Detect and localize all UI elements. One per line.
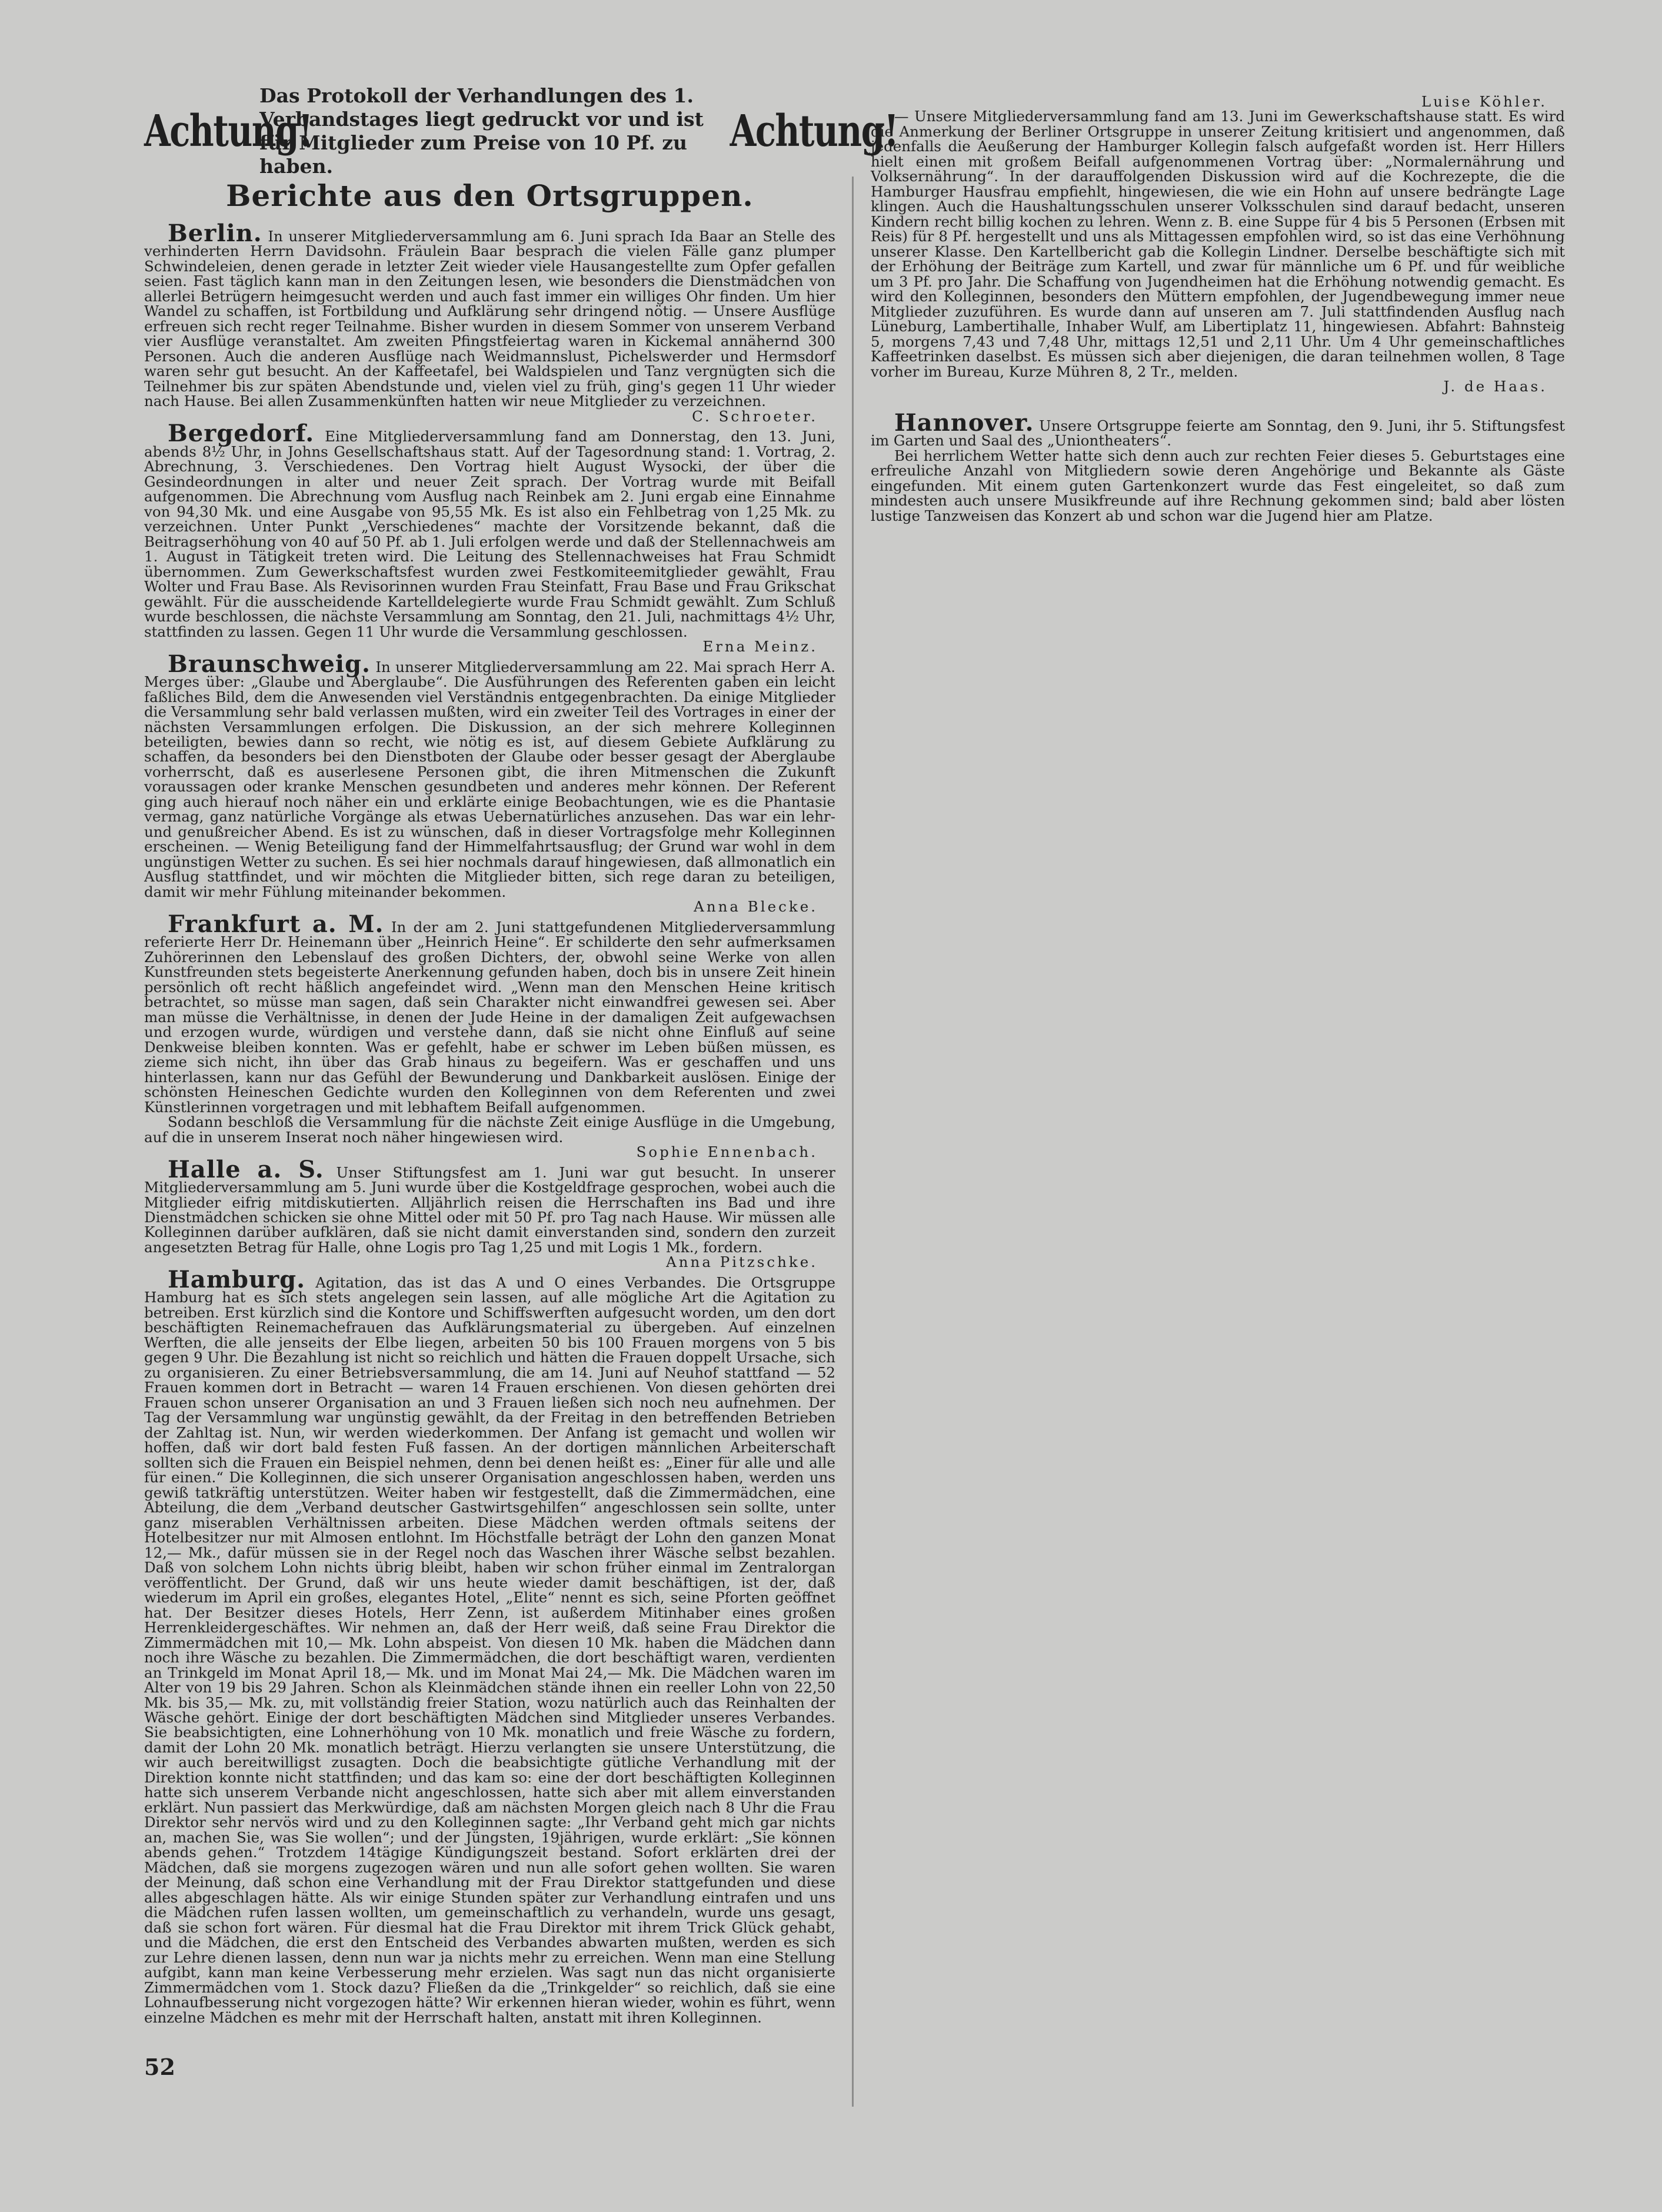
section-title: Berichte aus den Ortsgruppen. <box>226 178 754 213</box>
report-hamburg-continued <box>871 94 1565 394</box>
report-text: Agitation, das ist das A und O eines Verbandes. Die Ortsgruppe Hamburg hat es sich stets angelegen sein lassen, auf alle mögliche Art die Agitation zu betreiben. Erst kürzlich sind die Kontore und Schiffswerften aufgesucht worden, um den dort beschäftigten Reinemachefrauen das Aufklärungsmaterial zu übergeben. Auf einzelnen Werften, die alle jenseits der Elbe liegen, arbeiten 50 bis 100 Frauen morgens von 5 bis gegen 9 Uhr. Die Bezahlung ist nicht so reichlich und hätten die Frauen doppelt Ursache, sich zu organisieren. Zu einer Betriebsversammlung, die am 14. Juni auf Neuhof stattfand — 52 Frauen kommen dort in Betracht — waren 14 Frauen erschienen. Von diesen gehörten drei Frauen schon unserer Organisation an und 3 Frauen ließen sich noch neu aufnehmen. Der Tag der Versammlung war ungünstig gewählt, da der Freitag in den betreffenden Betrieben der Zahltag ist. Nun, wir werden wiederkommen. Der Anfang ist gemacht und wollen wir hoffen, daß wir dort bald festen Fuß fassen. An der dortigen männlichen Arbeiterschaft sollten sich die Frauen ein Beispiel nehmen, denn bei denen heißt es: „Einer für alle und alle für einen.“ Die Kolleginnen, die sich unserer Organisation angeschlossen haben, werden uns gewiß tatkräftig unterstützen. Weiter haben wir festgestellt, daß die Zimmermädchen, eine Abteilung, die dem „Verband deutscher Gastwirtsgehilfen“ angeschlossen sein sollte, unter ganz miserablen Verhältnissen arbeiten. Diese Mädchen werden oftmals seitens der Hotelbesitzer nur mit Almosen entlohnt. Im Höchstfalle beträgt der Lohn den ganzen Monat 12,— Mk., dafür müssen sie in der Regel noch das Waschen ihrer Wäsche selbst bezahlen. Daß von solchem Lohn nichts übrig bleibt, haben wir schon früher einmal im Zentralorgan veröffentlicht. Der Grund, daß wir uns heute wieder damit beschäftigen, ist der, daß wiederum im April ein großes, elegantes Hotel, „Elite“ nennt es sich, seine Pforten geöffnet hat. Der Besitzer dieses Hotels, Herr Zenn, ist außerdem Mitinhaber eines großen Herrenkleidergeschäftes. Wir nehmen an, daß der Herr weiß, daß seine Frau Direktor die Zimmermädchen mit 10,— Mk. Lohn abspeist. Von diesen 10 Mk. haben die Mädchen dann noch ihre Wäsche zu bezahlen. Die Zimmermädchen, die dort beschäftigt waren, verdienten an Trinkgeld im Monat April 18,— Mk. und im Monat Mai 24,— Mk. Die Mädchen waren im Alter von 19 bis 29 Jahren. Schon als Kleinmädchen stände ihnen ein reeller Lohn von 22,50 Mk. bis 35,— Mk. zu, mit vollständig freier Station, wozu natürlich auch das Reinhalten der Wäsche gehört. Einige der dort beschäftigten Mädchen sind Mitglieder unseres Verbandes. Sie beabsichtigten, eine Lohnerhöhung von 10 Mk. monatlich und freie Wäsche zu fordern, damit der Lohn 20 Mk. monatlich beträgt. Hierzu verlangten sie unsere Unterstützung, die wir auch bereitwilligst zusagten. Doch die beabsichtigte gütliche Verhandlung mit der Direktion konnte nicht stattfinden; und das kam so: eine der dort beschäftigten Kolleginnen hatte sich unserem Verbande nicht angeschlossen, hatte sich aber mit allem einverstanden erklärt. Nun passiert das Merkwürdige, daß am nächsten Morgen gleich nach 8 Uhr die Frau Direktor sehr nervös wird und zu den Kolleginnen sagte: „Ihr Verband geht mich gar nichts an, machen Sie, was Sie wollen“; und der Jüngsten, 19jährigen, wurde erklärt: „Sie können abends gehen.“ Trotzdem 14tägige Kündigungszeit bestand. Sofort erklärten drei der Mädchen, daß sie morgens zugezogen wären und nun alle sofort gehen wollten. Sie waren der Meinung, daß schon eine Verhandlung mit der Frau Direktor stattgefunden und diese alles abgeschlagen hätte. Als wir einige Stunden später zur Verhandlung eintrafen und uns die Mädchen rufen lassen wollten, um gemeinschaftlich zu verhandeln, wurde uns gesagt, daß sie schon fort wären. Für diesmal hat die Frau Direktor mit ihrem Trick Glück gehabt, und die Mädchen, die erst den Entscheid des Verbandes abwarten mußten, werden es sich zur Lehre dienen lassen, denn nun war ja nichts mehr zu erreichen. Wenn man eine Stellung aufgibt, kann man keine Verbesserung mehr erzielen. Was sagt nun das nicht organisierte Zimmermädchen vom 1. Stock dazu? Fließen da die „Trinkgelder“ so reichlich, daß sie eine Lohnaufbesserung nicht vorgezogen hätte? Wir erkennen hieran wieder, wohin es führt, wenn einzelne Mädchen es mehr mit der Herrschaft halten, anstatt mit ihren Kolleginnen. <box>144 1273 835 2026</box>
report-text: In unserer Mitgliederversammlung am 6. Juni sprach Ida Baar an Stelle des verhinderten Herrn Davidsohn. Fräulein Baar besprach die vielen Fälle ganz plumper Schwindeleien, denen gerade in letzter Zeit wieder viele Hausangestellte zum Opfer gefallen seien. Fast täglich kann man in den Zeitungen lesen, wie besonders die Dienstmädchen von allerlei Betrügern heimgesucht werden und auch fast immer ein williges Ohr finden. Um hier Wandel zu schaffen, ist Fortbildung und Aufklärung sehr dringend nötig. — Unsere Ausflüge erfreuen sich recht reger Teilnahme. Bisher wurden in diesem Sommer von unserem Verband vier Ausflüge veranstaltet. Am zweiten Pfingstfeiertag waren in Kickemal annähernd 300 Personen. Auch die anderen Ausflüge nach Weidmannslust, Pichelswerder und Hermsdorf waren sehr gut besucht. An der Kaffeetafel, bei Waldspielen und Tanz vergnügten sich die Teilnehmer bis zur späten Abendstunde und, vielen viel zu früh, ging's gegen 11 Uhr wieder nach Hause. Bei allen Zusammenkünften hatten wir neue Mitglieder zu verzeichnen. <box>144 228 835 410</box>
report-signature: Sophie Ennenbach. <box>636 1143 818 1161</box>
report-frankfurt <box>144 910 835 1161</box>
report-signature-2: J. de Haas. <box>1443 378 1547 395</box>
report-text: Unsere Ortsgruppe feierte am Sonntag, den 9. Juni, ihr 5. Stiftungsfest im Garten und Saal des „Uniontheaters“. <box>871 417 1565 450</box>
report-signature: Erna Meinz. <box>702 638 818 656</box>
achtung-left: Achtung! <box>144 105 312 157</box>
right-column <box>871 94 1565 525</box>
report-city: Berlin. <box>168 219 262 247</box>
page-number: 52 <box>144 2054 175 2080</box>
report-hamburg-start <box>144 1265 835 2026</box>
report-city: Bergedorf. <box>168 420 315 448</box>
report-text: In unserer Mitgliederversammlung am 22. Mai sprach Herr A. Merges über: „Glaube und Aberglaube“. Die Ausführungen des Referenten gaben ein leicht faßliches Bild, dem die Anwesenden viel Verständnis entgegenbrachten. Da einige Mitglieder die Versammlung sehr bald verlassen mußten, wird ein zweiter Teil des Vortrages in einer der nächsten Versammlungen erfolgen. Die Diskussion, an der sich mehrere Kolleginnen beteiligten, bewies dann so recht, wie nötig es ist, auf diesem Gebiete Aufklärung zu schaffen, da besonders bei den Dienstboten der Glaube oder besser gesagt der Aberglaube vorherrscht, daß es auserlesene Personen gibt, die ihren Mitmenschen die Zukunft voraussagen oder kranke Menschen gesundbeten und anderes mehr können. Der Referent ging auch hierauf noch näher ein und erklärte einige Beobachtungen, wie es die Phantasie vermag, ganz natürliche Vorgänge als etwas Uebernatürliches anzusehen. Das war ein lehr- und genußreicher Abend. Es ist zu wünschen, daß in dieser Vortragsfolge mehr Kolleginnen erscheinen. — Wenig Beteiligung fand der Himmelfahrtsausflug; der Grund war wohl in dem ungünstigen Wetter zu suchen. Es sei hier nochmals darauf hingewiesen, daß allmonatlich ein Ausflug stattfindet, und wir möchten die Mitglieder bitten, sich rege daran zu beteiligen, damit wir mehr Fühlung miteinander bekommen. <box>144 658 835 900</box>
report-berlin <box>144 219 835 425</box>
report-signature: C. Schroeter. <box>692 407 818 425</box>
report-text-continued: — Unsere Mitgliederversammlung fand am 13. Juni im Gewerkschaftshause statt. Es wird die Anmerkung der Berliner Ortsgruppe in unserer Zeitung kritisiert und angenommen, daß jedenfalls die Aeußerung der Hamburger Kollegin falsch aufgefaßt worden ist. Herr Hillers hielt einen mit großem Beifall aufgenommenen Vortrag über: „Normalernährung und Volksernährung“. In der darauffolgenden Diskussion wird auf die Kochrezepte, die die Hamburger Hausfrau empfiehlt, hingewiesen, die wie ein Hohn auf unsere bedrängte Lage klingen. Auch die Haushaltungsschulen unserer Volksschulen sind darauf bedacht, unseren Kindern recht billig kochen zu lehren. Wenn z. B. eine Suppe für 4 bis 5 Personen (Erbsen mit Reis) für 8 Pf. hergestellt und uns als Mittagessen empfohlen wird, so ist das eine Verhöhnung unserer Klasse. Den Kartellbericht gab die Kollegin Lindner. Derselbe beschäftigte sich mit der Erhöhung der Beiträge zum Kartell, und zwar für männliche um 6 Pf. und für weibliche um 3 Pf. pro Jahr. Die Schaffung von Jugendheimen hat die Erhöhung notwendig gemacht. Es wird den Kolleginnen, besonders den Müttern empfohlen, der Jugendbewegung immer neue Mitglieder zuzuführen. Es wurde dann auf unseren am 7. Juli stattfindenden Ausflug nach Lüneburg, Lambertihalle, Inhaber Wulf, am Libertiplatz 11, hingewiesen. Abfahrt: Bahnsteig 5, morgens 7,43 und 7,48 Uhr, mittags 12,51 und 2,11 Uhr. Um 4 Uhr gemeinschaftliches Kaffeetrinken daselbst. Es müssen sich aber diejenigen, die daran teilnehmen wollen, 8 Tage vorher im Bureau, Kurze Mühren 8, 2 Tr., melden. <box>871 108 1565 380</box>
report-signature: Anna Pitzschke. <box>666 1253 818 1271</box>
report-signature: Anna Blecke. <box>694 898 818 916</box>
report-text-continued: Sodann beschloß die Versammlung für die nächste Zeit einige Ausflüge in die Umgebung, auf die in unserem Inserat noch näher hingewiesen wird. <box>144 1113 835 1146</box>
report-halle <box>144 1155 835 1271</box>
notice-banner <box>144 84 898 178</box>
report-signature: Luise Köhler. <box>1421 93 1547 110</box>
notice-text: Das Protokoll der Verhandlungen des 1. Verbandstages liegt gedruckt vor und ist für Mitglieder zum Preise von 10 Pf. zu haben. <box>259 84 704 178</box>
report-braunschweig <box>144 650 835 916</box>
report-city: Hannover. <box>894 408 1034 437</box>
column-divider <box>852 177 854 2107</box>
report-text: Unser Stiftungsfest am 1. Juni war gut besucht. In unserer Mitgliederversammlung am 5. Juni wurde über die Kostgeldfrage gesprochen, wobei auch die Mitglieder eifrig mitdiskutierten. Alljährlich reisen die Herrschaften ins Bad und ihre Dienstmädchen schicken sie ohne Mittel oder mit 50 Pf. pro Tag nach Hause. Wir müssen alle Kolleginnen darüber aufklären, daß sie nicht damit einverstanden sind, sondern den zurzeit angesetzten Betrag für Halle, ohne Logis pro Tag 1,25 und mit Logis 1 Mk., fordern. <box>144 1163 835 1256</box>
report-city: Frankfurt a. M. <box>168 910 384 938</box>
report-hannover <box>871 408 1565 524</box>
report-text: In der am 2. Juni stattgefundenen Mitgliederversammlung referierte Herr Dr. Heinemann über „Heinrich Heine“. Er schilderte den sehr aufmerksamen Zuhörerinnen den Lebenslauf des großen Dichters, der, obwohl seine Werke von allen Kunstfreunden stets begeisterte Anerkennung gefunden haben, doch bis in unsere Zeit hinein persönlich oft recht häßlich angefeindet wird. „Wenn man den Menschen Heine kritisch betrachtet, so müsse man sagen, daß sein Charakter nicht einwandfrei gewesen sei. Aber man müsse die Verhältnisse, in denen der Jude Heine in der damaligen Zeit aufgewachsen und erzogen wurde, würdigen und verstehe dann, daß sie nicht ohne Einfluß auf seine Denkweise bleiben konnten. Was er gefehlt, habe er schwer im Leben büßen müssen, es zieme sich nicht, ihn über das Grab hinaus zu begeifern. Was er geschaffen und uns hinterlassen, kann nur das Gefühl der Bewunderung und Dankbarkeit auslösen. Einige der schönsten Heineschen Gedichte wurden den Kolleginnen von dem Referenten und zwei Künstlerinnen vorgetragen und mit lebhaftem Beifall aufgenommen. <box>144 918 835 1116</box>
report-city: Halle a. S. <box>168 1155 324 1183</box>
report-bergedorf <box>144 420 835 656</box>
report-city: Hamburg. <box>168 1265 306 1293</box>
left-column <box>144 84 898 2027</box>
achtung-right: Achtung! <box>730 105 898 157</box>
report-text: Eine Mitgliederversammlung fand am Donnerstag, den 13. Juni, abends 8½ Uhr, in Johns Gesellschaftshaus statt. Auf der Tagesordnung stand: 1. Vortrag, 2. Abrechnung, 3. Verschiedenes. Den Vortrag hielt August Wysocki, der über die Gesindeordnungen in alter und neuer Zeit sprach. Der Vortrag wurde mit Beifall aufgenommen. Die Abrechnung vom Ausflug nach Reinbek am 2. Juni ergab eine Einnahme von 94,30 Mk. und eine Ausgabe von 95,55 Mk. Es ist also ein Fehlbetrag von 1,25 Mk. zu verzeichnen. Unter Punkt „Verschiedenes“ machte der Vorsitzende bekannt, daß die Beitragserhöhung von 40 auf 50 Pf. ab 1. Juli erfolgen werde und daß der Stellennachweis am 1. August in Tätigkeit treten wird. Die Leitung des Stellennachweises hat Frau Schmidt übernommen. Zum Gewerkschaftsfest wurden zwei Festkomiteemitglieder gewählt, Frau Wolter und Frau Base. Als Revisorinnen wurden Frau Steinfatt, Frau Base und Frau Grikschat gewählt. Für die ausscheidende Kartelldelegierte wurde Frau Schmidt gewählt. Zum Schluß wurde beschlossen, die nächste Versammlung am Sonntag, den 21. Juli, nachmittags 4½ Uhr, stattfinden zu lassen. Gegen 11 Uhr wurde die Versammlung geschlossen. <box>144 428 835 640</box>
report-city: Braunschweig. <box>168 650 371 678</box>
report-text-continued: Bei herrlichem Wetter hatte sich denn auch zur rechten Feier dieses 5. Geburtstages eine erfreuliche Anzahl von Mitgliedern sowie deren Angehörige und Bekannte als Gäste eingefunden. Mit einem guten Gartenkonzert wurde das Fest eingeleitet, so daß zum mindesten auch unsere Musikfreunde auf ihre Rechnung gekommen sind; bald aber lösten lustige Tanzweisen das Konzert ab und schon war die Jugend hier am Platze. <box>871 447 1565 524</box>
